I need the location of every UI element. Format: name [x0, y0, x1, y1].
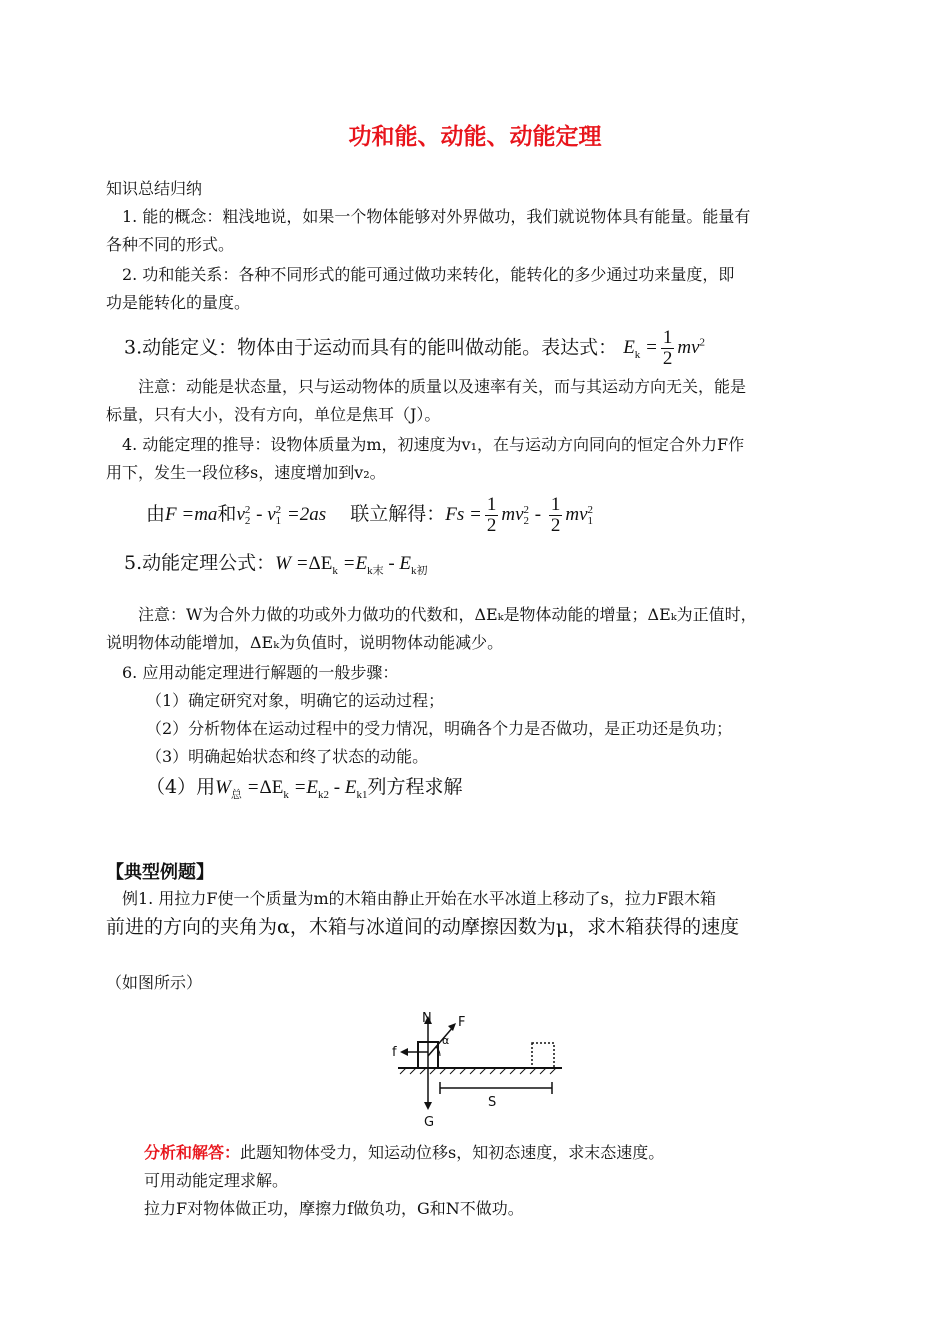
point-1-line-1: 1. 能的概念：粗浅地说，如果一个物体能够对外界做功，我们就说物体具有能量。能量有	[122, 207, 751, 226]
derivation-formula: 由F =ma和v 2 2 - v 2 1 =2as 联立解得：Fs = $\frac{1}{2}$ mv 2 2 - $\frac{1}{2}$ mv 2 1	[146, 494, 594, 537]
gravity-arrowhead	[424, 1102, 432, 1110]
page-title: 功和能、动能、动能定理	[348, 124, 602, 150]
answer-label: 分析和解答：	[144, 1143, 241, 1162]
example-1-line-1: 例1. 用拉力F使一个质量为m的木箱由静止开始在水平冰道上移动了s，拉力F跟木箱	[122, 889, 716, 908]
step-1: （1）确定研究对象，明确它的运动过程；	[146, 691, 445, 710]
answer-line-3: 拉力F对物体做正功，摩擦力f做负功，G和N不做功。	[144, 1199, 524, 1218]
derivation-solve-label: 联立解得：	[350, 503, 446, 525]
point-4-line-1: 4. 动能定理的推导：设物体质量为m，初速度为v₁，在与运动方向同向的恒定合外力F作	[122, 435, 745, 454]
note-1-line-1: 注意：动能是状态量，只与运动物体的质量以及速率有关，而与其运动方向无关，能是	[138, 377, 747, 396]
answer-line-1	[144, 1142, 664, 1164]
theorem-formula: 5.动能定理公式：$W =\Delta E_k =E_{k末} - E_{k初}$	[124, 552, 428, 577]
label-alpha: α	[442, 1034, 450, 1047]
definition-text: 3.动能定义：物体由于运动而具有的能叫做动能。表达式：	[124, 336, 618, 359]
example-1-line-3: （如图所示）	[106, 973, 203, 992]
step-4-prefix: （4）用	[146, 776, 216, 798]
point-4-line-2: 用下，发生一段位移s，速度增加到v₂。	[106, 463, 386, 482]
point-1-line-2: 各种不同的形式。	[106, 235, 235, 254]
kinetic-energy-definition	[124, 322, 705, 376]
step-4-suffix: 列方程求解	[367, 776, 463, 798]
note-2-line-2: 说明物体动能增加，ΔEₖ为负值时，说明物体动能减少。	[106, 633, 504, 652]
step-3: （3）明确起始状态和终了状态的动能。	[146, 747, 429, 766]
heading: 知识总结归纳	[106, 179, 203, 198]
force-diagram	[392, 1012, 572, 1132]
note-1-line-2: 标量，只有大小，没有方向，单位是焦耳（J）。	[106, 405, 441, 424]
label-g: G	[424, 1115, 435, 1130]
label-f-pull: F	[458, 1015, 466, 1030]
derivation-prefix: 由	[146, 503, 166, 525]
friction-arrowhead	[400, 1048, 408, 1056]
derivation-and: 和	[217, 503, 237, 525]
label-s: S	[488, 1095, 497, 1110]
point-2-line-2: 功是能转化的量度。	[106, 293, 251, 312]
answer-line-2: 可用动能定理求解。	[144, 1171, 289, 1190]
answer-text-1: 此题知物体受力，知运动位移s，知初态速度，求末态速度。	[240, 1143, 665, 1162]
point-6: 6. 应用动能定理进行解题的一般步骤：	[122, 663, 399, 682]
point-2-line-1: 2. 功和能关系：各种不同形式的能可通过做功来转化，能转化的多少通过功来量度，即	[122, 265, 735, 284]
label-f-friction: f	[392, 1045, 397, 1060]
pull-arrowhead	[448, 1023, 456, 1031]
example-1-line-2: 前进的方向的夹角为α，木箱与冰道间的动摩擦因数为μ，求木箱获得的速度	[106, 916, 740, 938]
step-2: （2）分析物体在运动过程中的受力情况，明确各个力是否做功，是正功还是负功；	[146, 719, 733, 738]
theorem-label: 5.动能定理公式：	[124, 552, 276, 574]
section-heading: 【典型例题】	[106, 862, 214, 883]
step-4: （4）用$W_总 =\Delta E_k =E_{k2} - E_{k1}$列方程求解	[146, 776, 463, 801]
kinetic-energy-formula: $E_k$ = $\frac{1}{2}$ $mv^2$	[623, 327, 706, 370]
note-2-line-1: 注意：W为合外力做的功或外力做功的代数和，ΔEₖ是物体动能的增量；ΔEₖ为正值时，	[138, 605, 757, 624]
label-n: N	[422, 1012, 432, 1026]
box-final-position	[532, 1043, 554, 1068]
